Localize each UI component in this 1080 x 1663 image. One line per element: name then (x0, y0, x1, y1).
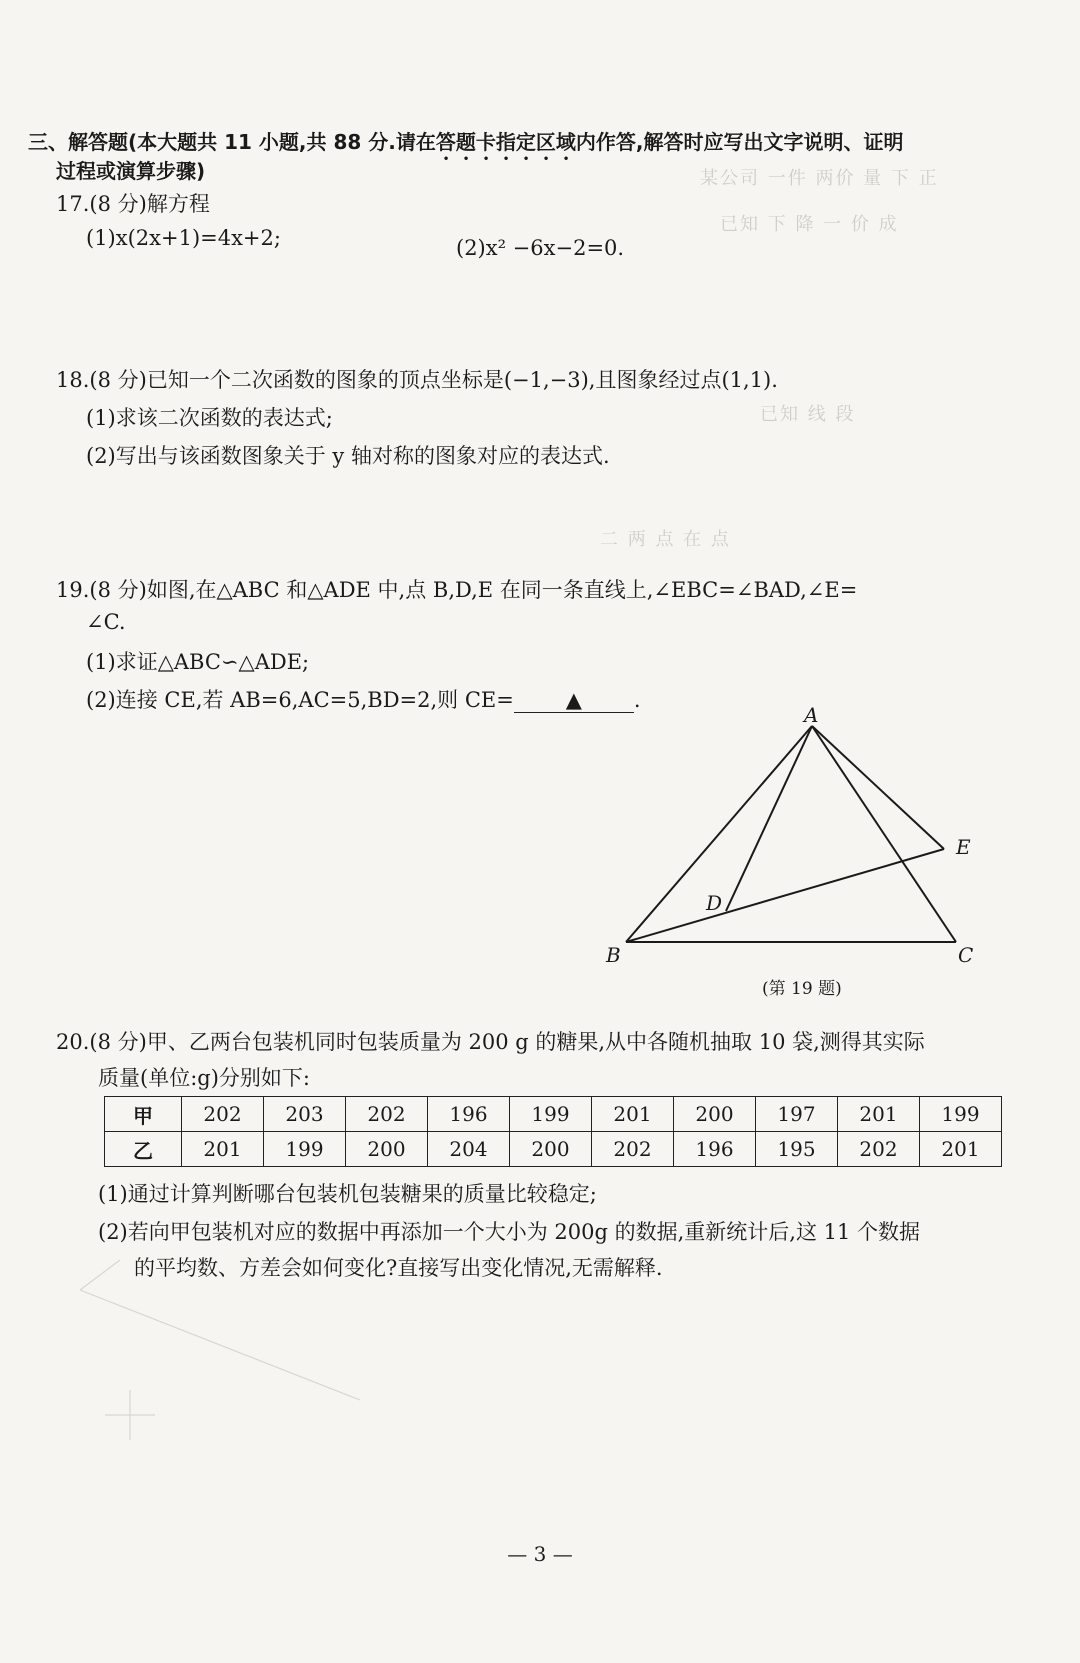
row-label: 乙 (105, 1132, 182, 1167)
table-cell: 201 (838, 1097, 920, 1132)
label-d: D (706, 891, 723, 915)
q19-stem-line2: ∠C. (86, 610, 126, 634)
table-cell: 200 (510, 1132, 592, 1167)
table-row (105, 1097, 1002, 1132)
table-cell: 202 (592, 1132, 674, 1167)
table-cell: 196 (674, 1132, 756, 1167)
label-b: B (606, 943, 621, 967)
figure-caption: (第 19 题) (762, 979, 842, 999)
q19-stem-line1: 19.(8 分)如图,在△ABC 和△ADE 中,点 B,D,E 在同一条直线上,∠EBC=∠BAD,∠E= (56, 578, 858, 602)
table-cell: 202 (346, 1097, 428, 1132)
q20-stem-line2: 质量(单位:g)分别如下: (98, 1066, 310, 1090)
label-c: C (958, 943, 974, 967)
row-label: 甲 (105, 1097, 182, 1132)
table-cell: 196 (428, 1097, 510, 1132)
data-table (104, 1096, 1002, 1167)
q18-stem: 18.(8 分)已知一个二次函数的图象的顶点坐标是(−1,−3),且图象经过点(1,1). (56, 368, 778, 392)
q20-part2-line1: (2)若向甲包装机对应的数据中再添加一个大小为 200g 的数据,重新统计后,这 11 个数据 (98, 1220, 921, 1244)
table-cell: 201 (592, 1097, 674, 1132)
q17-part1: (1)x(2x+1)=4x+2; (86, 226, 281, 250)
table-cell: 201 (920, 1132, 1002, 1167)
table-cell: 199 (264, 1132, 346, 1167)
table-cell: 199 (510, 1097, 592, 1132)
table-cell: 202 (182, 1097, 264, 1132)
bleed-through-sketch (60, 1250, 380, 1470)
q20-stem-line1: 20.(8 分)甲、乙两台包装机同时包装质量为 200 g 的糖果,从中各随机抽取 10 袋,测得其实际 (56, 1030, 925, 1054)
q17-part2: (2)x² −6x−2=0. (456, 236, 625, 260)
section-title-line2: 过程或演算步骤) (56, 159, 206, 183)
table-cell: 200 (346, 1132, 428, 1167)
segment-ad (726, 726, 812, 911)
segment-ac (812, 726, 956, 942)
page-number: — 3 — (507, 1542, 573, 1566)
segment-ae (812, 726, 944, 849)
section-title: 三、解答题(本大题共 11 小题,共 88 分.请在答题卡指定区域内作答,解答时应写出文字说明、证明 (28, 130, 904, 154)
table-cell: 201 (182, 1132, 264, 1167)
q20-part2-line2: 的平均数、方差会如何变化?直接写出变化情况,无需解释. (134, 1256, 663, 1280)
table-cell: 204 (428, 1132, 510, 1167)
q18-part2: (2)写出与该函数图象关于 y 轴对称的图象对应的表达式. (86, 444, 610, 468)
q20-part1: (1)通过计算判断哪台包装机包装糖果的质量比较稳定; (98, 1182, 597, 1206)
label-a: A (804, 704, 819, 727)
table-cell: 200 (674, 1097, 756, 1132)
table-cell: 199 (920, 1097, 1002, 1132)
table-cell: 203 (264, 1097, 346, 1132)
answer-blank: ▲ (514, 688, 634, 713)
label-e: E (956, 835, 971, 859)
q19-part2: (2)连接 CE,若 AB=6,AC=5,BD=2,则 CE= ▲ . (86, 688, 641, 712)
table-cell: 195 (756, 1132, 838, 1167)
emphasis-text: 答题卡指定区域 (435, 130, 576, 154)
q17-stem: 17.(8 分)解方程 (56, 192, 210, 216)
table-row (105, 1132, 1002, 1167)
q19-part1: (1)求证△ABC∽△ADE; (86, 650, 310, 674)
q18-part1: (1)求该二次函数的表达式; (86, 406, 333, 430)
table-cell: 202 (838, 1132, 920, 1167)
table-cell: 197 (756, 1097, 838, 1132)
triangle-figure (600, 704, 990, 974)
segment-be (626, 849, 944, 942)
